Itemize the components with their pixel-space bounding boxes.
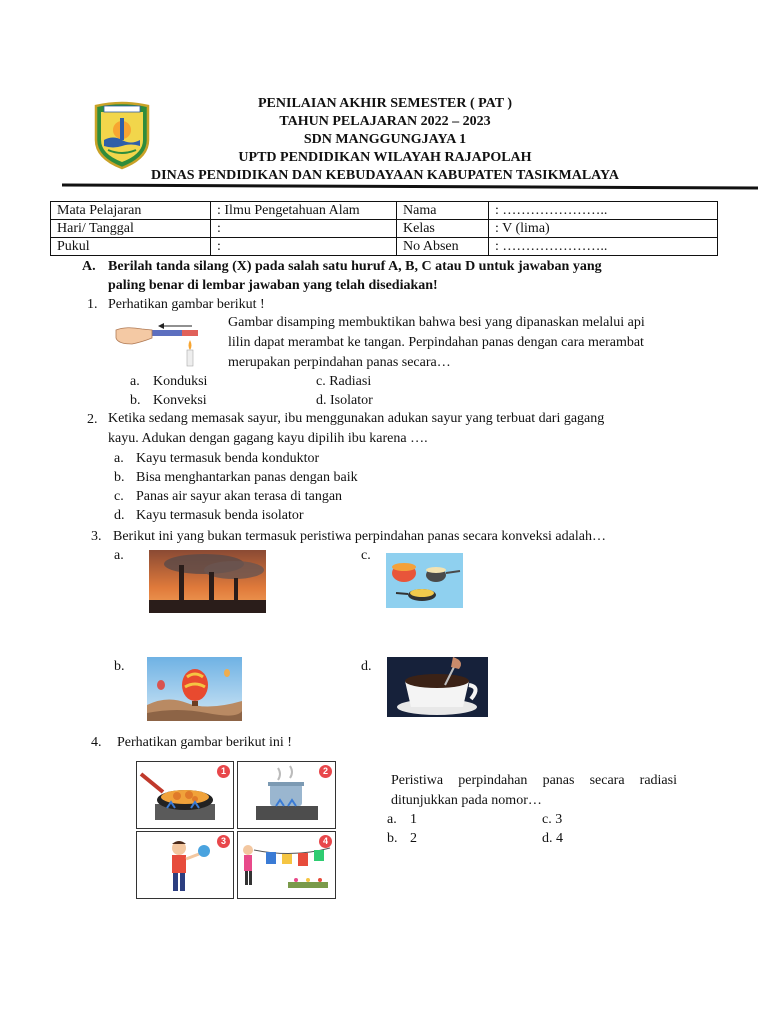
table-row — [51, 202, 718, 220]
q3-option-a-letter: a. — [114, 548, 124, 563]
subject-value: : Ilmu Pengetahuan Alam — [211, 202, 397, 220]
q4-option-a[interactable]: 1 — [410, 812, 417, 827]
factory-smoke-image[interactable] — [149, 550, 266, 613]
q2-option-a[interactable]: Kayu termasuk benda konduktor — [136, 451, 320, 466]
q1-description-3: merupakan perpindahan panas secara… — [228, 355, 451, 370]
student-info-table — [50, 201, 718, 256]
date-label: Hari/ Tanggal — [51, 220, 211, 238]
q2-option-c[interactable]: Panas air sayur akan terasa di tangan — [136, 489, 343, 504]
q2-option-d-letter: d. — [114, 508, 125, 523]
q4-number: 4. — [91, 735, 102, 750]
q1-option-b[interactable]: Konveksi — [153, 393, 207, 408]
header-divider — [62, 183, 758, 189]
q4-description-1: Peristiwa perpindahan panas secara radiasi — [391, 773, 677, 788]
absen-field[interactable]: : ………………….. — [489, 238, 718, 256]
section-instruction-2: paling benar di lembar jawaban yang telah disediakan! — [108, 278, 438, 293]
q2-option-c-letter: c. — [114, 489, 124, 504]
q2-text-1: Ketika sedang memasak sayur, ibu menggunakan adukan sayur yang terbuat dari gagang — [108, 411, 605, 426]
badge-number: 3 — [217, 835, 230, 848]
header-uptd: UPTD PENDIDIKAN WILAYAH RAJAPOLAH — [238, 150, 532, 165]
header-dinas: DINAS PENDIDIKAN DAN KEBUDAYAAN KABUPATEN TASIKMALAYA — [151, 168, 619, 183]
q4-option-c[interactable]: c. 3 — [542, 812, 563, 827]
time-label: Pukul — [51, 238, 211, 256]
boy-with-fan-image[interactable] — [136, 831, 234, 899]
class-value: : V (lima) — [489, 220, 718, 238]
subject-label: Mata Pelajaran — [51, 202, 211, 220]
q4-description-2: ditunjukkan pada nomor… — [391, 793, 542, 808]
q1-description-2: lilin dapat merambat ke tangan. Perpindahan panas dengan cara merambat — [228, 335, 644, 350]
document-header — [150, 95, 620, 185]
q2-option-a-letter: a. — [114, 451, 124, 466]
section-letter: A. — [82, 259, 96, 274]
class-label: Kelas — [397, 220, 489, 238]
header-title: PENILAIAN AKHIR SEMESTER ( PAT ) — [258, 96, 512, 111]
q1-description-1: Gambar disamping membuktikan bahwa besi yang dipanaskan melalui api — [228, 315, 645, 330]
q3-option-b-letter: b. — [114, 659, 125, 674]
hand-holding-rod-over-candle-image — [112, 318, 204, 370]
q1-text: Perhatikan gambar berikut ! — [108, 297, 265, 312]
q3-number: 3. — [91, 529, 102, 544]
badge-number: 2 — [319, 765, 332, 778]
coffee-cup-image[interactable] — [387, 657, 488, 717]
q4-option-b-letter: b. — [387, 831, 398, 846]
header-year: TAHUN PELAJARAN 2022 – 2023 — [279, 114, 491, 129]
hot-air-balloon-image[interactable] — [147, 657, 242, 721]
q1-option-b-letter: b. — [130, 393, 141, 408]
q2-option-d[interactable]: Kayu termasuk benda isolator — [136, 508, 304, 523]
q3-option-d-letter: d. — [361, 659, 372, 674]
q1-option-d[interactable]: d. Isolator — [316, 393, 373, 408]
q1-number: 1. — [87, 297, 98, 312]
q2-text-2: kayu. Adukan dengan gagang kayu dipilih ibu karena …. — [108, 431, 428, 446]
q3-text: Berikut ini yang bukan termasuk peristiwa perpindahan panas secara konveksi adalah… — [113, 529, 606, 544]
date-field[interactable]: : — [211, 220, 397, 238]
q4-option-a-letter: a. — [387, 812, 397, 827]
badge-number: 4 — [319, 835, 332, 848]
badge-number: 1 — [217, 765, 230, 778]
frying-pan-stove-image[interactable] — [136, 761, 234, 829]
name-label: Nama — [397, 202, 489, 220]
q1-option-c[interactable]: c. Radiasi — [316, 374, 372, 389]
q3-option-c-letter: c. — [361, 548, 371, 563]
school-logo — [92, 100, 152, 170]
q1-option-a-letter: a. — [130, 374, 140, 389]
q1-option-a[interactable]: Konduksi — [153, 374, 208, 389]
q4-option-b[interactable]: 2 — [410, 831, 417, 846]
section-instruction-1: Berilah tanda silang (X) pada salah satu huruf A, B, C atau D untuk jawaban yang — [108, 259, 602, 274]
header-school: SDN MANGGUNGJAYA 1 — [303, 132, 467, 147]
q2-option-b-letter: b. — [114, 470, 125, 485]
drying-clothes-image[interactable] — [237, 831, 336, 899]
time-field[interactable]: : — [211, 238, 397, 256]
boiling-pot-stove-image[interactable] — [237, 761, 336, 829]
q2-option-b[interactable]: Bisa menghantarkan panas dengan baik — [136, 470, 358, 485]
name-field[interactable]: : ………………….. — [489, 202, 718, 220]
cooking-pots-image[interactable] — [386, 553, 463, 608]
absen-label: No Absen — [397, 238, 489, 256]
q4-text: Perhatikan gambar berikut ini ! — [117, 735, 292, 750]
table-row — [51, 220, 718, 238]
table-row — [51, 238, 718, 256]
q4-option-d[interactable]: d. 4 — [542, 831, 563, 846]
q2-number: 2. — [87, 412, 98, 427]
